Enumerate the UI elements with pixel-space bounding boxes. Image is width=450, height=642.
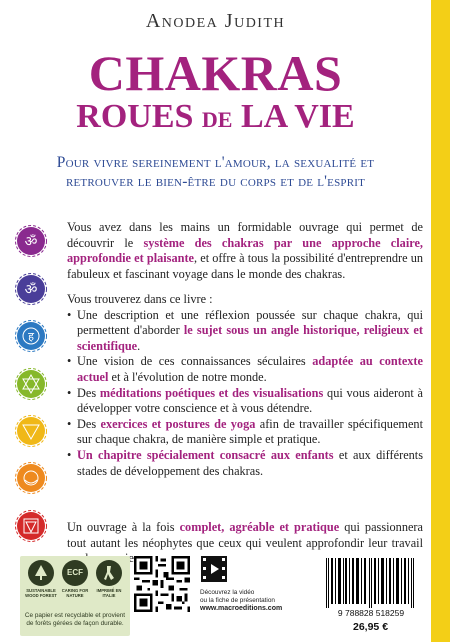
title-main: CHAKRAS (88, 45, 343, 101)
highlight: complet, agréable et pratique (179, 520, 340, 534)
sacral-chakra-icon (14, 461, 48, 495)
svg-text:ह: ह (28, 330, 34, 343)
video-line2: ou la fiche de présentation (200, 597, 275, 605)
title-la-vie: LA VIE (240, 98, 355, 135)
ecf-badge-icon: ECF (62, 560, 88, 586)
solar-plexus-chakra-icon (14, 414, 48, 448)
eco-label-1: SUSTAINABLE WOOD FOREST (25, 588, 57, 598)
heart-chakra-icon (14, 367, 48, 401)
root-chakra-icon (14, 509, 48, 543)
contents-list (67, 308, 423, 480)
qr-code (134, 556, 190, 612)
isbn-number: 9 788828 518259 (337, 608, 405, 618)
forest-icon (28, 560, 54, 586)
video-info (200, 589, 300, 614)
svg-text:ॐ: ॐ (24, 234, 38, 250)
subtitle-line1: Pour vivre sereinement l'amour, la sexualité et (56, 154, 375, 171)
subtitle (20, 153, 411, 191)
italy-print-icon (96, 560, 122, 586)
eco-label-2: CARING FOR NATURE (61, 588, 89, 598)
contents-intro: Vous trouverez dans ce livre : (67, 292, 213, 306)
eco-statement: Ce papier est recyclable et provient de forêts gérées de façon durable. (24, 612, 126, 627)
highlight: système des chakras par une approche claire, approfondie et plaisante (67, 235, 424, 266)
svg-text:ॐ: ॐ (24, 282, 38, 298)
title-roues: ROUES (76, 98, 194, 135)
list-item: • Des méditations poétiques et des visualisations qui vous aideront à développer votre conscience et à vous détendre. (67, 386, 423, 417)
intro-paragraph: Vous avez dans les mains un formidable ouvrage qui permet de découvrir le système des chakras par une approche claire, approfondie et plaisante, et offre à tous la possibilité d'entreprendre un fabuleux et fascinant voyage dans le monde des chakras. (67, 220, 424, 281)
author-name: Anodea Judith (145, 10, 286, 32)
list-item: • Une description et une réflexion poussée sur chaque chakra, qui permettent d'aborder le sujet sous un angle historique, religieux et scientifique. (67, 308, 423, 355)
contents-section (67, 292, 423, 479)
title-de: DE (201, 107, 233, 132)
isbn-barcode (316, 556, 426, 620)
list-item: • Un chapitre spécialement consacré aux enfants et aux différents stades de développement des chakras. (67, 448, 423, 479)
throat-chakra-icon (14, 319, 48, 353)
subtitle-line2: retrouver le bien-être du corps et de l'esprit (65, 173, 366, 190)
eco-label-3: IMPRIMÉ EN ITALIE (96, 588, 122, 598)
price: 26,95 € (353, 621, 389, 633)
book-spine (431, 0, 450, 642)
eco-label-box (20, 556, 130, 636)
third-eye-chakra-icon (14, 272, 48, 306)
closing-paragraph: Un ouvrage à la fois complet, agréable et pratique qui passionnera tout autant les néophytes que ceux qui veulent approfondir leur travail (67, 520, 423, 550)
crown-chakra-icon (14, 224, 48, 258)
title-sub (0, 98, 431, 139)
video-icon (201, 556, 227, 582)
back-cover-footer (20, 556, 425, 636)
list-item: • Des exercices et postures de yoga afin de travailler spécifiquement sur chaque chakra, de manière simple et pratique. (67, 417, 423, 448)
publisher-url[interactable]: www.macroeditions.com (200, 605, 283, 613)
video-line1: Découvrez la vidéo (200, 589, 255, 596)
list-item: • Une vision de ces connaissances séculaires adaptée au contexte actuel et à l'évolution de notre monde. (67, 354, 423, 385)
